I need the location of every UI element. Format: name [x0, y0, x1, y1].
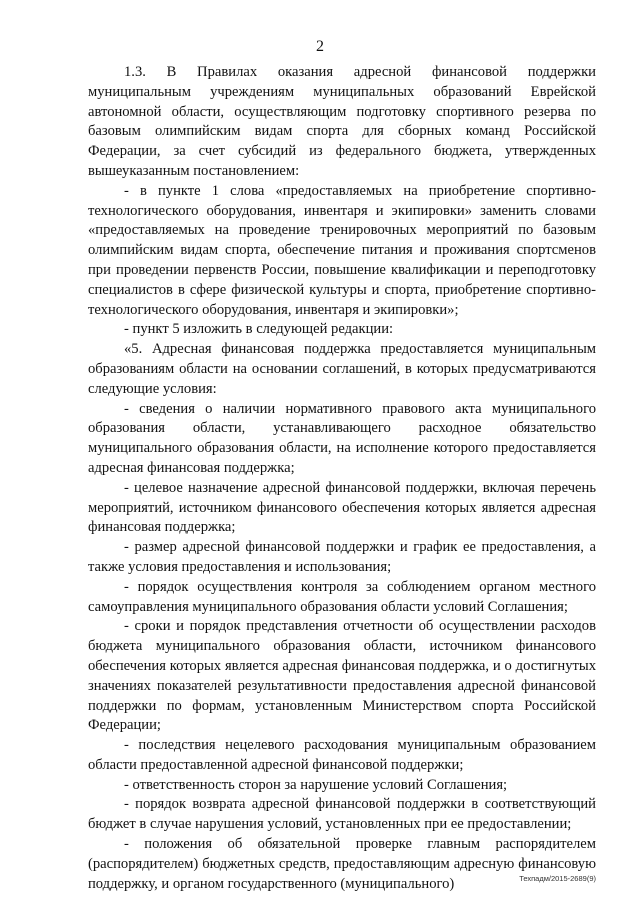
condition-target-purpose: - целевое назначение адресной финансовой поддержки, включая перечень мероприятий, источником финансового обеспечения которых является адресная финансовая поддержка; — [88, 479, 596, 536]
document-code: Техпадм/2015-2689(9) — [519, 874, 596, 883]
page-number: 2 — [316, 38, 324, 55]
condition-mandatory-inspection: - положения об обязательной проверке главным распорядителем (распорядителем) бюджетных средств, предоставляющим адресную финансовую поддержку, и органом государственного (муниципального) — [88, 836, 596, 892]
paragraph-1-3: 1.3. В Правилах оказания адресной финансовой поддержки муниципальным учреждениям муниципальных образований Еврейской автономной области, осуществляющим подготовку спортивного резерва по базовым олимпийским видам спорта для сборных команд Российской Федерации, за счет субсидий из федерального бюджета, утвержденных вышеуказанным постановлением: — [88, 64, 596, 179]
condition-amount-schedule: - размер адресной финансовой поддержки и график ее предоставления, а также условия предоставления и использования; — [88, 539, 596, 575]
condition-return-procedure: - порядок возврата адресной финансовой поддержки в соответствующий бюджет в случае нарушения условий, установленных при ее предоставлении; — [88, 796, 596, 833]
condition-normative-act: - сведения о наличии нормативного правового акта муниципального образования области, устанавливающего расходное обязательство муниципального образования области, на исполнение которого предоставляется адресная финансовая поддержка; — [88, 400, 596, 476]
condition-control-procedure: - порядок осуществления контроля за соблюдением органом местного самоуправления муниципального образования области условий Соглашения; — [88, 578, 596, 615]
condition-misuse-consequences: - последствия нецелевого расходования муниципальным образованием области предоставленной адресной финансовой поддержки; — [88, 737, 596, 773]
paragraph-point-5-text: «5. Адресная финансовая поддержка предоставляется муниципальным образованиям области на основании соглашений, в которых предусматриваются следующие условия: — [88, 341, 596, 397]
condition-responsibility: - ответственность сторон за нарушение условий Соглашения; — [124, 776, 508, 793]
paragraph-point-5-intro: - пункт 5 изложить в следующей редакции: — [124, 321, 394, 338]
paragraph-point-1-change: - в пункте 1 слова «предоставляемых на приобретение спортивно-технологического оборудования, инвентаря и экипировки» заменить словами «предоставляемых на проведение тренировочных мероприятий по базовым олимпийским видам спорта, обеспечение питания и проживания спортсменов при проведении первенств России, повышение квалификации и переподготовку специалистов в сфере физической культуры и спорта, приобретение спортивно-технологического оборудования, инвентаря и экипировки»; — [88, 182, 596, 318]
condition-reporting: - сроки и порядок представления отчетности об осуществлении расходов бюджета муниципального образования области, источником финансового обеспечения которых является адресная финансовая поддержка, и о достигнутых значениях показателей результативности предоставления адресной финансовой поддержки по формам, установленным Министерством спорта Российской Федерации; — [88, 618, 596, 734]
document-body — [88, 63, 596, 894]
